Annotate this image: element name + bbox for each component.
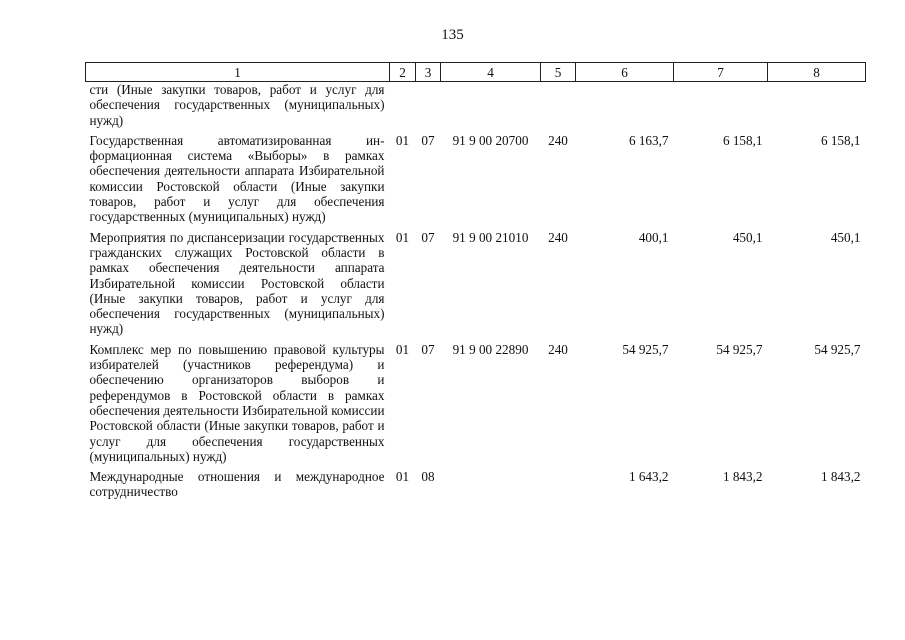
row-amount-year2: 450,1 (732, 229, 763, 245)
row-target-article: 91 9 00 20700 (452, 132, 529, 148)
row-subsection-code: 07 (421, 341, 435, 357)
table-row (86, 342, 866, 469)
header-cell-3: 3 (416, 63, 441, 82)
row-amount-year1: 54 925,7 (622, 341, 669, 357)
row-amount-year3: 1 843,2 (820, 469, 861, 485)
row-amount-year2: 6 158,1 (722, 132, 763, 148)
table-body (86, 82, 866, 505)
row-amount-year2 (674, 82, 768, 133)
header-cell-6: 6 (576, 63, 674, 82)
row-subsection-code: 08 (421, 469, 435, 485)
row-target-article (441, 469, 541, 505)
row-section-code: 01 (395, 229, 410, 245)
row-description: Комплекс мер по повышению правовой культуры избирателей (участников референдума) и обеспечению организаторов выборов и референдумов в Ростовской области в рамках обеспечения деятельности Избирательной комиссии Ростовской области (Иные закупки товаров, работ и услуг для обеспечения государственных (муниципальных) нужд) (89, 341, 385, 464)
row-amount-year1: 1 643,2 (628, 469, 669, 485)
row-description: Государственная автоматизированная информационная система «Выборы» в рамках обеспечения деятельности аппарата Избирательной комиссии Ростовской области (Иные закупки товаров, работ и услуг для обеспечения государственных (муниципальных) нужд) (89, 132, 385, 225)
table-row (86, 230, 866, 342)
row-amount-year3: 6 158,1 (820, 132, 861, 148)
budget-table (85, 62, 866, 505)
row-amount-year2: 54 925,7 (716, 341, 763, 357)
row-expense-type: 240 (548, 229, 568, 245)
header-cell-8: 8 (768, 63, 866, 82)
row-amount-year3: 450,1 (830, 229, 861, 245)
row-expense-type: 240 (548, 341, 568, 357)
header-row (86, 63, 866, 82)
row-target-article: 91 9 00 22890 (452, 341, 529, 357)
table-row (86, 133, 866, 230)
row-subsection-code: 07 (421, 132, 435, 148)
header-cell-2: 2 (390, 63, 416, 82)
row-section-code: 01 (395, 469, 410, 485)
header-cell-4: 4 (441, 63, 541, 82)
row-section-code (390, 82, 416, 133)
row-expense-type (541, 469, 576, 505)
header-cell-7: 7 (674, 63, 768, 82)
header-cell-5: 5 (541, 63, 576, 82)
row-amount-year1: 6 163,7 (628, 132, 669, 148)
row-subsection-code: 07 (421, 229, 435, 245)
header-cell-1: 1 (86, 63, 390, 82)
row-subsection-code (416, 82, 441, 133)
row-amount-year3 (768, 82, 866, 133)
row-expense-type: 240 (548, 132, 568, 148)
row-description: Международные отношения и международное сотрудничество (89, 469, 385, 500)
row-target-article: 91 9 00 21010 (452, 229, 529, 245)
table-row (86, 469, 866, 505)
row-amount-year1: 400,1 (638, 229, 669, 245)
table-header (86, 63, 866, 82)
row-amount-year1 (576, 82, 674, 133)
row-description: Мероприятия по диспансеризации государственных гражданских служащих Ростовской области в рамках обеспечения деятельности аппарата Избирательной комиссии Ростовской области (Иные закупки товаров, работ и услуг для обеспечения государственных (муниципальных) нужд) (89, 229, 385, 337)
row-expense-type (541, 82, 576, 133)
table-row (86, 82, 866, 133)
row-section-code: 01 (395, 341, 410, 357)
row-amount-year3: 54 925,7 (814, 341, 861, 357)
row-amount-year2: 1 843,2 (722, 469, 763, 485)
row-description: сти (Иные закупки товаров, работ и услуг для обеспечения государственных (муниципальных) нужд) (89, 82, 385, 128)
row-target-article (441, 82, 541, 133)
page-number: 135 (441, 27, 464, 43)
row-section-code: 01 (395, 132, 410, 148)
